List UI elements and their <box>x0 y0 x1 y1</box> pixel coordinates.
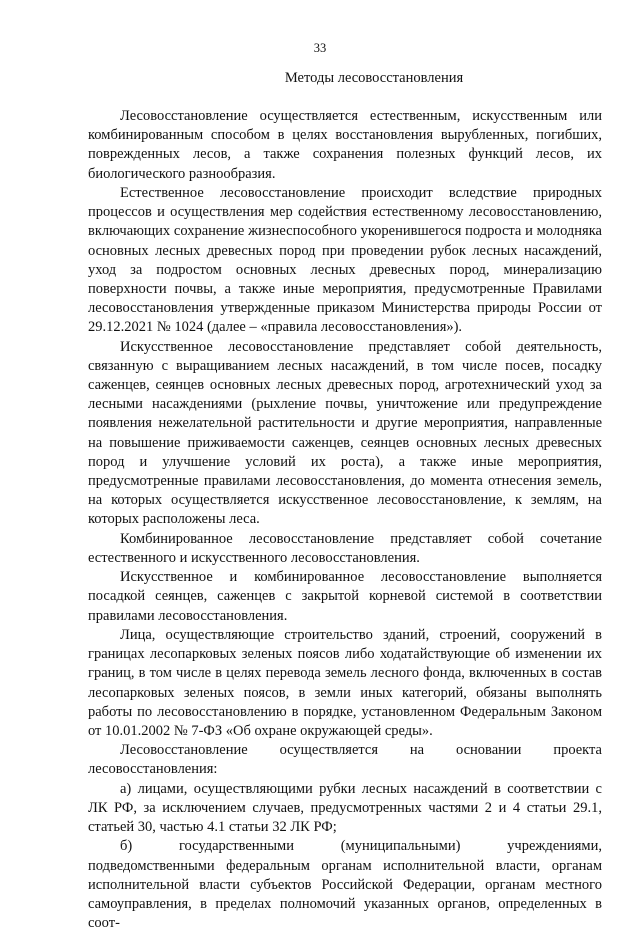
paragraph-natural: Естественное лесовосстановление происходит вследствие природных процессов и осуществления мер содействия естественному лесовосстановлению, включающих сохранение жизнеспособного укоренившегося подроста и молодняка основных лесных древесных пород при проведении рубок лесных насаждений, уход за подростом основных лесных древесных пород, минерализацию поверхности почвы, а также иные мероприятия, предусмотренные Правилами лесовосстановления утвержденные приказом Министерства природы России от 29.12.2021 № 1024 (далее – «правила лесовосстановления»). <box>88 184 602 336</box>
paragraph-combined: Комбинированное лесовосстановление представляет собой сочетание естественного и искусственного лесовосстановления. <box>88 530 602 566</box>
body-text <box>88 107 602 934</box>
paragraph-artificial: Искусственное лесовосстановление представляет собой деятельность, связанную с выращиванием лесных насаждений, в том числе посев, посадку саженцев, сеянцев основных лесных древесных пород, агротехнический уход за лесными насаждениями (рыхление почвы, уничтожение или предупреждение появления нежелательной растительности и другие мероприятия, направленные на повышение приживаемости саженцев, сеянцев основных лесных древесных пород и улучшение условий их роста), а также иные мероприятия, предусмотренные правилами лесовосстановления, до момента отнесения земель, на которых осуществляется искусственное лесовосстановление, к землям, на которых расположены леса. <box>88 338 602 528</box>
section-heading: Методы лесовосстановления <box>284 70 464 86</box>
list-item-b: б) государственными (муниципальными) учреждениями, подведомственными федеральным органам исполнительной власти, органам исполнительной власти субъектов Российской Федерации, органам местного самоуправления, в пределах полномочий указанных органов, определенных в соот- <box>88 838 602 932</box>
paragraph-project-basis: Лесовосстановление осуществляется на основании проекта лесовосстановления: <box>88 742 602 778</box>
paragraph-general: Лесовосстановление осуществляется естественным, искусственным или комбинированным способом в целях восстановления вырубленных, погибших, поврежденных лесов, а также сохранения полезных функций лесов, их биологического разнообразия. <box>88 108 602 182</box>
page-number: 33 <box>313 41 327 55</box>
paragraph-planting: Искусственное и комбинированное лесовосстановление выполняется посадкой сеянцев, саженцев с закрытой корневой системой в соответствии правилами лесовосстановления. <box>88 569 602 624</box>
list-item-a: а) лицами, осуществляющими рубки лесных насаждений в соответствии с ЛК РФ, за исключением случаев, предусмотренных частями 2 и 4 статьи 29.1, статьей 30, частью 4.1 статьи 32 ЛК РФ; <box>88 780 602 836</box>
paragraph-green-belts: Лица, осуществляющие строительство зданий, строений, сооружений в границах лесопарковых зеленых поясов либо ходатайствующие об изменении их границ, в том числе в целях перевода земель лесного фонда, включенных в состав лесопарковых зеленых поясов, в земли иных категорий, обязаны выполнять работы по лесовосстановлению в порядке, установленном Федеральным Законом от 10.01.2002 № 7-ФЗ «Об охране окружающей среды». <box>88 626 602 739</box>
